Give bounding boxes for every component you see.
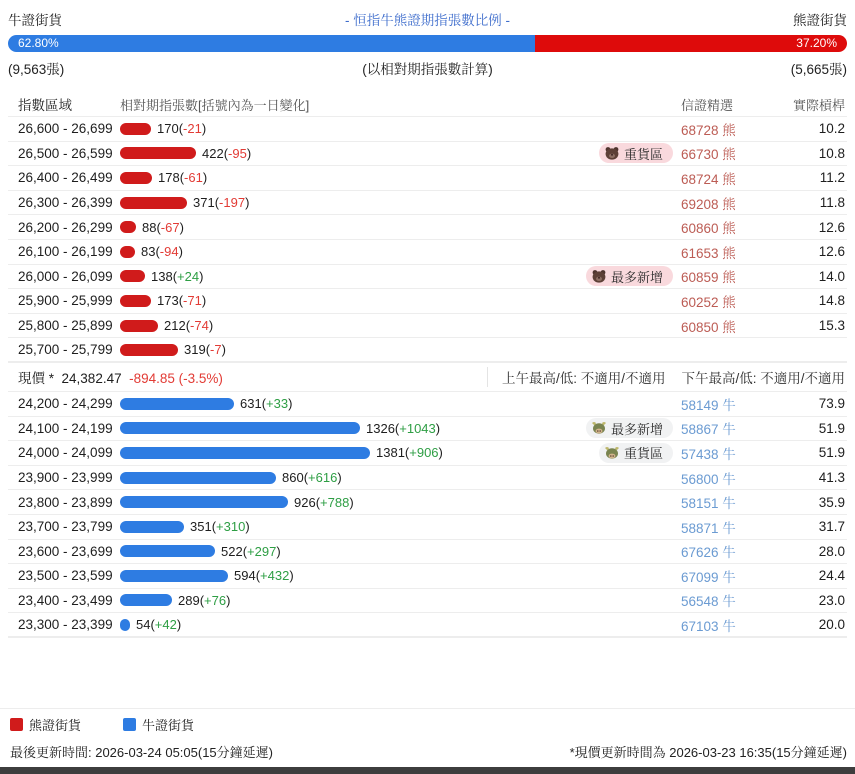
index-zone-label: 26,100 - 26,199 bbox=[18, 244, 113, 260]
table-row bbox=[8, 563, 847, 588]
col-header-zone: 指數區域 bbox=[18, 98, 72, 113]
bull-volume-bar bbox=[120, 521, 184, 533]
pick-code-link[interactable]: 69208 熊 bbox=[681, 196, 736, 212]
badge-cell bbox=[599, 443, 673, 463]
pick-code-link[interactable]: 58871 牛 bbox=[681, 520, 736, 536]
effective-leverage-value: 51.9 bbox=[818, 445, 845, 461]
most-new-badge bbox=[586, 266, 673, 286]
pick-code-link[interactable]: 68724 熊 bbox=[681, 171, 736, 187]
volume-bar-cell bbox=[120, 445, 599, 460]
table-row bbox=[8, 214, 847, 239]
day-change-value: -71 bbox=[183, 293, 202, 309]
effective-leverage-value: 20.0 bbox=[818, 617, 845, 633]
table-row bbox=[8, 612, 847, 637]
day-change-value: +788 bbox=[320, 494, 350, 510]
volume-value: 422(-95) bbox=[202, 145, 252, 161]
volume-value: 522(+297) bbox=[221, 543, 281, 559]
table-row bbox=[8, 337, 847, 362]
volume-bar-cell bbox=[120, 470, 681, 485]
effective-leverage-value: 10.2 bbox=[818, 121, 845, 137]
index-zone-label: 23,500 - 23,599 bbox=[18, 568, 113, 584]
index-zone-label: 25,800 - 25,899 bbox=[18, 318, 113, 334]
bull-rows-section bbox=[8, 391, 847, 638]
volume-value: 1326(+1043) bbox=[366, 420, 441, 436]
index-zone-label: 26,500 - 26,599 bbox=[18, 145, 113, 161]
volume-bar-cell bbox=[120, 293, 681, 308]
effective-leverage-value: 14.0 bbox=[818, 268, 845, 284]
pick-code-link[interactable]: 58149 牛 bbox=[681, 397, 736, 413]
volume-value: 371(-197) bbox=[193, 195, 250, 211]
volume-bar-cell bbox=[120, 220, 681, 235]
day-change-value: +1043 bbox=[399, 420, 436, 436]
index-zone-label: 23,400 - 23,499 bbox=[18, 592, 113, 608]
table-row bbox=[8, 313, 847, 338]
effective-leverage-value: 41.3 bbox=[818, 470, 845, 486]
calc-note: (以相對期指張數計算) bbox=[362, 62, 493, 77]
price-change: -894.85 (-3.5%) bbox=[129, 370, 223, 386]
badge-label: 最多新增 bbox=[610, 269, 663, 285]
volume-value: 54(+42) bbox=[136, 617, 182, 633]
volume-value: 178(-61) bbox=[158, 170, 208, 186]
bear-volume-bar bbox=[120, 295, 151, 307]
last-update-time: 最後更新時間: 2026-03-24 05:05(15分鐘延遲) bbox=[10, 745, 273, 760]
table-row bbox=[8, 465, 847, 490]
index-zone-label: 25,900 - 25,999 bbox=[18, 293, 113, 309]
badge-label: 最多新增 bbox=[610, 421, 663, 437]
bear-volume-bar bbox=[120, 246, 135, 258]
effective-leverage-value: 24.4 bbox=[818, 568, 845, 584]
day-change-value: -61 bbox=[184, 170, 203, 186]
index-zone-label: 24,200 - 24,299 bbox=[18, 396, 113, 412]
table-header-row bbox=[8, 92, 847, 116]
col-header-leverage: 實際槓桿 bbox=[792, 97, 845, 113]
footer bbox=[0, 708, 855, 767]
bull-icon bbox=[591, 421, 607, 435]
volume-value: 594(+432) bbox=[234, 568, 294, 584]
effective-leverage-value: 14.8 bbox=[818, 293, 845, 309]
table-row bbox=[8, 416, 847, 441]
table-row bbox=[8, 165, 847, 190]
index-zone-label: 23,800 - 23,899 bbox=[18, 494, 113, 510]
volume-bar-cell bbox=[120, 269, 586, 284]
effective-leverage-value: 15.3 bbox=[818, 318, 845, 334]
volume-value: 88(-67) bbox=[142, 219, 184, 235]
table-row bbox=[8, 239, 847, 264]
pick-code-link[interactable]: 58151 牛 bbox=[681, 496, 736, 512]
day-change-value: -95 bbox=[228, 145, 247, 161]
ratio-header bbox=[8, 6, 847, 32]
bull-volume-bar bbox=[120, 472, 276, 484]
bear-volume-bar bbox=[120, 147, 196, 159]
volume-bar-cell bbox=[120, 544, 681, 559]
day-change-value: +42 bbox=[154, 617, 177, 633]
volume-bar-cell bbox=[120, 244, 681, 259]
bull-side-label: 牛證街貨 bbox=[8, 13, 62, 28]
volume-bar-cell bbox=[120, 318, 681, 333]
col-header-pick: 信證精選 bbox=[681, 97, 734, 113]
bull-volume-bar bbox=[120, 496, 288, 508]
index-zone-label: 23,900 - 23,999 bbox=[18, 470, 113, 486]
day-change-value: +24 bbox=[177, 268, 200, 284]
volume-bar-cell bbox=[120, 170, 681, 185]
bear-total: (5,665張) bbox=[790, 62, 847, 77]
badge-label: 重貨區 bbox=[623, 446, 663, 462]
bull-ratio-segment bbox=[8, 35, 535, 52]
day-change-value: -21 bbox=[183, 121, 202, 137]
pick-code-link[interactable]: 57438 牛 bbox=[681, 446, 736, 462]
badge-cell bbox=[599, 143, 673, 163]
effective-leverage-value: 10.8 bbox=[818, 145, 845, 161]
index-zone-label: 23,600 - 23,699 bbox=[18, 543, 113, 559]
table-row bbox=[8, 264, 847, 289]
day-change-value: -197 bbox=[219, 195, 246, 211]
index-zone-label: 25,700 - 25,799 bbox=[18, 342, 113, 358]
volume-value: 351(+310) bbox=[190, 519, 250, 535]
totals-row bbox=[8, 52, 847, 84]
page-title: - 恒指牛熊證期指張數比例 - bbox=[345, 13, 510, 28]
volume-value: 212(-74) bbox=[164, 318, 214, 334]
volume-bar-cell bbox=[120, 617, 681, 632]
day-change-value: +616 bbox=[308, 470, 338, 486]
index-zone-label: 23,300 - 23,399 bbox=[18, 617, 113, 633]
bear-icon bbox=[591, 269, 607, 283]
table-row bbox=[8, 489, 847, 514]
bear-legend-swatch-icon bbox=[10, 718, 23, 731]
table-row bbox=[8, 440, 847, 465]
volume-value: 319(-7) bbox=[184, 342, 226, 358]
bull-pct-label: 62.80% bbox=[18, 36, 59, 50]
volume-value: 173(-71) bbox=[157, 293, 207, 309]
volume-bar-cell bbox=[120, 396, 681, 411]
bear-volume-bar bbox=[120, 320, 158, 332]
table-row bbox=[8, 588, 847, 613]
day-change-value: -74 bbox=[190, 318, 209, 334]
volume-bar-cell bbox=[120, 195, 681, 210]
table-row bbox=[8, 514, 847, 539]
day-change-value: +76 bbox=[204, 592, 227, 608]
current-price bbox=[8, 367, 487, 387]
bear-volume-bar bbox=[120, 221, 136, 233]
volume-value: 631(+33) bbox=[240, 396, 293, 412]
table-row bbox=[8, 539, 847, 564]
most-new-badge bbox=[586, 418, 673, 438]
index-zone-label: 24,000 - 24,099 bbox=[18, 445, 113, 461]
effective-leverage-value: 28.0 bbox=[818, 543, 845, 559]
bull-volume-bar bbox=[120, 398, 234, 410]
volume-value: 926(+788) bbox=[294, 494, 354, 510]
day-change-value: -94 bbox=[159, 244, 179, 260]
bull-volume-bar bbox=[120, 422, 360, 434]
am-high-low: 上午最高/低: 不適用/不適用 bbox=[487, 367, 666, 387]
table-row bbox=[8, 288, 847, 313]
effective-leverage-value: 35.9 bbox=[818, 494, 845, 510]
index-zone-label: 26,200 - 26,299 bbox=[18, 219, 113, 235]
bear-volume-bar bbox=[120, 123, 151, 135]
volume-value: 1381(+906) bbox=[376, 445, 443, 461]
bull-volume-bar bbox=[120, 447, 370, 459]
bottom-edge-bar bbox=[0, 767, 855, 774]
volume-value: 170(-21) bbox=[157, 121, 207, 137]
bear-pct-label: 37.20% bbox=[796, 36, 837, 50]
index-zone-label: 23,700 - 23,799 bbox=[18, 519, 113, 535]
pick-code-link[interactable]: 56800 牛 bbox=[681, 471, 736, 487]
volume-bar-cell bbox=[120, 121, 681, 136]
price-value: 24,382.47 bbox=[61, 370, 122, 386]
pick-code-link[interactable]: 66730 熊 bbox=[681, 147, 736, 163]
bull-total: (9,563張) bbox=[8, 62, 65, 77]
pick-code-link[interactable]: 60859 熊 bbox=[681, 270, 736, 286]
table-row bbox=[8, 190, 847, 215]
badge-cell bbox=[586, 266, 673, 286]
pick-code-link[interactable]: 60850 熊 bbox=[681, 319, 736, 335]
current-price-row bbox=[8, 362, 847, 391]
day-change-value: +297 bbox=[247, 543, 277, 559]
volume-bar-cell bbox=[120, 342, 681, 357]
volume-bar-cell bbox=[120, 421, 586, 436]
bull-bear-ratio-bar bbox=[8, 35, 847, 52]
day-change-value: +33 bbox=[266, 396, 289, 412]
bear-rows-section bbox=[8, 116, 847, 362]
table-row bbox=[8, 116, 847, 141]
bear-volume-bar bbox=[120, 344, 178, 356]
day-change-value: +432 bbox=[260, 568, 290, 584]
pick-code-link[interactable]: 58867 牛 bbox=[681, 422, 736, 438]
effective-leverage-value: 11.8 bbox=[819, 195, 845, 211]
volume-value: 289(+76) bbox=[178, 592, 231, 608]
bear-legend-label: 熊證街貨 bbox=[29, 718, 82, 733]
effective-leverage-value: 23.0 bbox=[818, 592, 845, 608]
bull-volume-bar bbox=[120, 594, 172, 606]
pick-code-link[interactable]: 67626 牛 bbox=[681, 545, 736, 561]
index-zone-label: 26,400 - 26,499 bbox=[18, 170, 113, 186]
index-zone-label: 24,100 - 24,199 bbox=[18, 420, 113, 436]
pick-code-link[interactable]: 56548 牛 bbox=[681, 594, 736, 610]
price-update-time: *現價更新時間為 2026-03-23 16:35(15分鐘延遲) bbox=[569, 745, 847, 760]
volume-value: 138(+24) bbox=[151, 268, 204, 284]
day-change-value: +310 bbox=[216, 519, 246, 535]
price-label: 現價 * bbox=[18, 370, 55, 386]
pm-high-low: 下午最高/低: 不適用/不適用 bbox=[681, 370, 845, 386]
pick-code-link[interactable]: 61653 熊 bbox=[681, 245, 736, 261]
bull-volume-bar bbox=[120, 619, 130, 631]
effective-leverage-value: 31.7 bbox=[818, 519, 845, 535]
index-zone-label: 26,600 - 26,699 bbox=[18, 121, 113, 137]
volume-bar-cell bbox=[120, 495, 681, 510]
index-zone-label: 26,000 - 26,099 bbox=[18, 268, 113, 284]
pick-code-link[interactable]: 67099 牛 bbox=[681, 569, 736, 585]
day-change-value: +906 bbox=[409, 445, 439, 461]
volume-bar-cell bbox=[120, 519, 681, 534]
heavy-zone-badge bbox=[599, 443, 673, 463]
bear-side-label: 熊證街貨 bbox=[793, 13, 847, 28]
heavy-zone-badge bbox=[599, 143, 673, 163]
bear-icon bbox=[604, 146, 620, 160]
effective-leverage-value: 11.2 bbox=[819, 170, 845, 186]
badge-cell bbox=[586, 418, 673, 438]
effective-leverage-value: 12.6 bbox=[818, 244, 845, 260]
bull-volume-bar bbox=[120, 545, 215, 557]
pick-code-link[interactable]: 68728 熊 bbox=[681, 122, 736, 138]
badge-label: 重貨區 bbox=[623, 146, 663, 162]
volume-value: 860(+616) bbox=[282, 470, 342, 486]
volume-bar-cell bbox=[120, 593, 681, 608]
table-row bbox=[8, 391, 847, 416]
table-row bbox=[8, 141, 847, 166]
pick-code-link[interactable]: 60860 熊 bbox=[681, 221, 736, 237]
pick-code-link[interactable]: 60252 熊 bbox=[681, 294, 736, 310]
day-change-value: -67 bbox=[160, 219, 180, 235]
col-header-volume: 相對期指張數[括號內為一日變化] bbox=[120, 97, 310, 113]
volume-value: 83(-94) bbox=[141, 244, 183, 260]
volume-bar-cell bbox=[120, 568, 681, 583]
bear-volume-bar bbox=[120, 197, 187, 209]
bull-icon bbox=[604, 446, 620, 460]
pick-code-link[interactable]: 67103 牛 bbox=[681, 618, 736, 634]
effective-leverage-value: 51.9 bbox=[818, 420, 845, 436]
bull-legend-swatch-icon bbox=[123, 718, 136, 731]
effective-leverage-value: 12.6 bbox=[818, 219, 845, 235]
timestamp-row bbox=[0, 739, 855, 767]
bear-volume-bar bbox=[120, 270, 145, 282]
legend bbox=[0, 708, 855, 739]
volume-bar-cell bbox=[120, 146, 599, 161]
bear-volume-bar bbox=[120, 172, 152, 184]
distribution-table bbox=[8, 92, 847, 638]
effective-leverage-value: 73.9 bbox=[818, 396, 845, 412]
index-zone-label: 26,300 - 26,399 bbox=[18, 195, 113, 211]
bull-volume-bar bbox=[120, 570, 228, 582]
bear-ratio-segment bbox=[535, 35, 847, 52]
day-change-value: -7 bbox=[210, 342, 222, 358]
bull-legend-label: 牛證街貨 bbox=[142, 718, 195, 733]
